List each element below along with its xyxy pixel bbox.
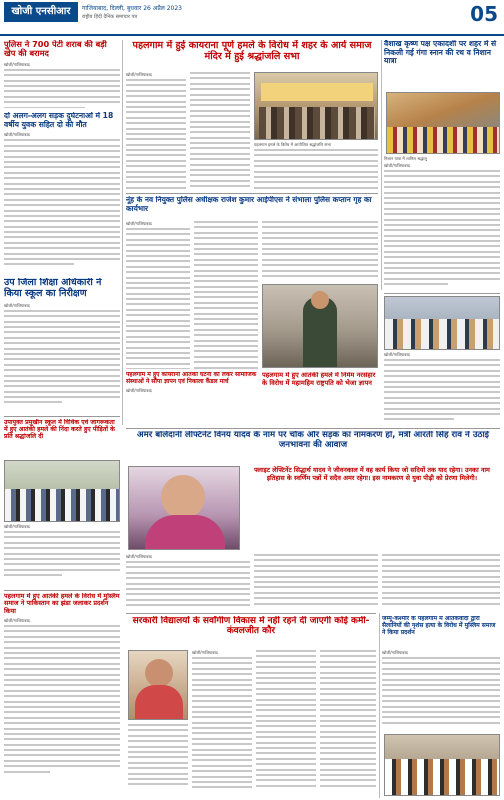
story-president-memo	[384, 296, 500, 426]
byline: खोजी/गाजियाबाद	[126, 72, 152, 77]
photo-caption: पहलगाम हमले के विरोध में आयोजित श्रद्धांजलि सभा	[254, 142, 331, 147]
school-photo	[4, 460, 120, 522]
story-body	[4, 524, 120, 588]
pull-quote: फ्लाइट लेफ्टिनेंट सिद्धार्थ यादव ने जीवनकाल में वह कार्य किया जो सदियों तक याद रहेगा। उनका नाम इतिहास के स्वर्णिम पन्नों में सदैव अमर रहेगा। इस नामकरण से युवा पीढ़ी को प्रेरणा मिलेगी।	[254, 466, 490, 482]
story-body-col1	[126, 554, 250, 610]
byline: खोजी/गाजियाबाद	[4, 302, 30, 308]
byline: खोजी/गाजियाबाद	[126, 554, 152, 559]
story-body-col2	[190, 72, 250, 190]
headline: उपायुक्त प्रमुखीन स्कूल में विधिक एवं जागरूकता में हुए आतंकी हमले की निंदा करते हुए पीड़ितों के प्रति श्रद्धांजलि दी	[4, 419, 115, 441]
column-rule	[122, 40, 123, 425]
headline: पहलगाम में हुए आतंकी हमले में निर्मम नरसंहार के विरोध में महामहिम राष्ट्रपति को भेजा ज्ञापन	[262, 372, 376, 387]
story-police-liquor	[4, 40, 120, 108]
byline: खोजी/गाजियाबाद	[126, 221, 152, 226]
byline: खोजी/गाजियाबाद	[126, 387, 152, 393]
story-road-accidents	[4, 112, 120, 276]
protest-photo	[384, 734, 500, 796]
story-body-col3	[382, 554, 500, 610]
story-body-col2	[254, 554, 378, 610]
story-body-col3	[262, 221, 378, 281]
story-body-col1	[126, 221, 190, 369]
story-legal-awareness	[4, 419, 120, 457]
headline: सरकारी विद्यालयों के सर्वांगीण विकास में नहीं रहने दी जाएगी कोई कमी-कंवलजीत कौर	[132, 616, 370, 637]
byline: खोजी/गाजियाबाद	[384, 163, 410, 168]
story-govt-schools	[126, 616, 376, 646]
body-text	[4, 139, 120, 265]
byline: खोजी/गाजियाबाद	[4, 61, 30, 67]
story-president-memo-headline	[262, 372, 378, 424]
byline: खोजी/गाजियाबाद	[384, 352, 410, 357]
body-text	[4, 69, 120, 108]
headline: पहलगाम में हुई कायराना पूर्ण हमले के विरोध में शहर के आर्य समाज मंदिर में हुई श्रद्धांजलि सभा	[132, 40, 372, 63]
tribute-photo	[254, 72, 378, 140]
story-candle-march	[126, 372, 258, 426]
column-rule	[381, 40, 382, 290]
page-number: 05	[470, 2, 498, 26]
story-body-col2	[194, 221, 258, 369]
story-lt-vinay-yadav	[126, 431, 500, 463]
story-body-col2	[256, 650, 316, 796]
headline: अमर बलिदानी लेफ्टिनेंट विनय यादव के नाम पर चौक और सड़क का नामकरण हो, मंत्री आरती सिंह राव ने उठाई जनभावना की आवाज	[137, 431, 489, 450]
sp-photo	[262, 284, 378, 368]
headline: पुलिस ने 700 पेटी शराब की बड़ी खेप की बरामद	[4, 40, 107, 59]
headline: पहलगाम में हुए आतंकी हमले के विरोध में मुस्लिम समाज ने पाकिस्तान का झंडा जलाकर प्रदर्शन किया	[4, 593, 120, 615]
paper-name: खोजी एनसीआर	[4, 2, 78, 22]
story-nuh-sp	[126, 196, 380, 218]
story-school-inspection	[4, 278, 120, 413]
byline: खोजी/गाजियाबाद	[4, 524, 30, 529]
byline: खोजी/गाजियाबाद	[4, 132, 30, 138]
headline: नूंह के नव नियुक्त पुलिस अधीक्षक राजेश कुमार आईपीएस ने संभाला पुलिस कप्तान गृह का कार्यभार	[126, 196, 372, 213]
story-pull-quote	[246, 466, 498, 550]
story-pahalgam-tribute	[126, 40, 378, 70]
memo-photo	[384, 296, 500, 350]
date-line: गाजियाबाद, दिल्ली, बुधवार 26 अप्रैल 2023	[82, 5, 182, 12]
story-nishan-yatra	[384, 40, 500, 90]
headline: दो अलग-अलग सड़क दुर्घटनाओं में 18 वर्षीय युवक सहित दो की मौत	[4, 112, 114, 129]
headline: पहलगाम में हुए कायराना आतंकी घटना को लेकर सामाजिक संस्थाओं ने सौंपा ज्ञापन एवं निकाला कैंडल मार्च	[126, 372, 257, 385]
byline: खोजी/गाजियाबाद	[382, 650, 408, 655]
story-jk-protest	[382, 616, 500, 646]
story-body-col1	[192, 650, 252, 796]
story-body-col3	[254, 142, 378, 190]
story-body-col3	[320, 650, 376, 796]
yatra-photo	[386, 92, 500, 154]
body-text	[4, 310, 120, 404]
headline: जम्मू-कश्मीर के पहलगाम में आतंकवादी द्वारा सैलानियों की नृशंस हत्या के विरोध में मुस्लिम समाज ने किया प्रदर्शन	[382, 616, 496, 636]
byline: खोजी/गाजियाबाद	[192, 650, 218, 655]
photo-caption: निशान यात्रा में शामिल श्रद्धालु	[384, 156, 427, 161]
masthead	[0, 0, 504, 36]
story-body	[384, 156, 500, 290]
story-muslim-protest	[4, 593, 120, 796]
kanwaljeet-photo	[128, 650, 188, 720]
headline: उप जिला शिक्षा अधिकारी ने किया स्कूल का निरीक्षण	[4, 278, 102, 299]
tagline: राष्ट्रीय हिंदी दैनिक समाचार पत्र	[82, 14, 138, 20]
story-body	[382, 650, 500, 732]
headline: वैशाख कृष्ण पक्ष एकादशी पर शहर में से निकली गई गंगा स्नान की रथ व निशान यात्रा	[384, 40, 497, 66]
story-body-col0	[128, 724, 188, 796]
byline: खोजी/गाजियाबाद	[4, 618, 30, 624]
story-body-col1	[126, 72, 186, 190]
minister-photo	[128, 466, 240, 550]
